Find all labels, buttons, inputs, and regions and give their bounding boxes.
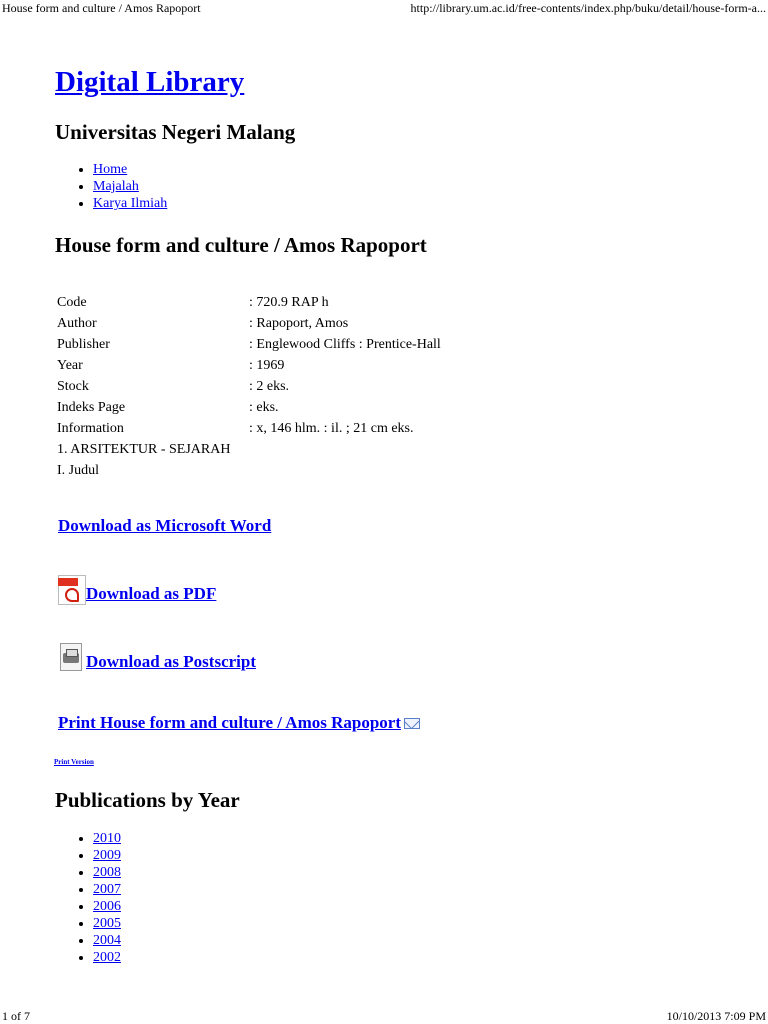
year-link[interactable]: 2007 [93, 882, 121, 897]
metadata-value: : eks. [249, 400, 279, 415]
print-book-link[interactable]: Print House form and culture / Amos Rapoport [58, 713, 401, 732]
download-pdf [58, 575, 216, 605]
metadata-value: : Rapoport, Amos [249, 316, 349, 331]
year-link[interactable]: 2009 [93, 848, 121, 863]
print-version-link[interactable]: Print Version [54, 758, 94, 766]
year-link[interactable]: 2006 [93, 899, 121, 914]
year-list [55, 830, 121, 966]
metadata-value: : 720.9 RAP h [249, 295, 329, 310]
metadata-value: : x, 146 hlm. : il. ; 21 cm eks. [249, 421, 414, 436]
list-item [93, 915, 121, 932]
metadata-value: : Englewood Cliffs : Prentice-Hall [249, 337, 441, 352]
nav-item [93, 195, 167, 212]
subject-row [55, 439, 441, 460]
main-nav [55, 161, 167, 212]
pdf-icon[interactable] [58, 575, 86, 605]
nav-link-majalah[interactable]: Majalah [93, 179, 139, 194]
download-postscript [58, 643, 256, 673]
metadata-row [55, 355, 441, 376]
year-link[interactable]: 2002 [93, 950, 121, 965]
metadata-key: Author [57, 316, 97, 331]
year-link[interactable]: 2010 [93, 831, 121, 846]
nav-link-karya-ilmiah[interactable]: Karya Ilmiah [93, 196, 168, 211]
list-item [93, 830, 121, 847]
publications-title: Publications by Year [55, 788, 240, 812]
year-link[interactable]: 2004 [93, 933, 121, 948]
metadata-key: Information [57, 421, 124, 436]
year-link[interactable]: 2005 [93, 916, 121, 931]
list-item [93, 949, 121, 966]
nav-item [93, 178, 167, 195]
book-title: House form and culture / Amos Rapoport [55, 233, 427, 257]
print-book [58, 712, 420, 734]
download-pdf-link[interactable]: Download as PDF [86, 584, 217, 603]
download-word-link[interactable]: Download as Microsoft Word [58, 516, 272, 535]
site-title-link[interactable]: Digital Library [55, 66, 245, 98]
metadata-value: : 2 eks. [249, 379, 290, 394]
metadata-row [55, 418, 441, 439]
printer-icon[interactable] [58, 643, 86, 673]
metadata-key: Publisher [57, 337, 110, 352]
year-link[interactable]: 2008 [93, 865, 121, 880]
metadata-key: Code [57, 295, 87, 310]
metadata-row [55, 292, 441, 313]
list-item [93, 932, 121, 949]
metadata-key: Indeks Page [57, 400, 126, 415]
list-item [93, 898, 121, 915]
print-footer-page: 1 of 7 [2, 1009, 30, 1023]
subject-row [55, 460, 441, 481]
download-word [58, 515, 271, 537]
site-subtitle: Universitas Negeri Malang [55, 120, 296, 144]
download-postscript-link[interactable]: Download as Postscript [86, 652, 257, 671]
print-header-title: House form and culture / Amos Rapoport [2, 1, 201, 15]
list-item [93, 881, 121, 898]
metadata-key: Year [57, 358, 83, 373]
print-header-url: http://library.um.ac.id/free-contents/index.php/buku/detail/house-form-a... [410, 1, 766, 15]
metadata-value: : 1969 [249, 358, 285, 373]
print-footer-datetime: 10/10/2013 7:09 PM [666, 1009, 766, 1023]
print-version [54, 758, 94, 767]
subject-entry: I. Judul [57, 463, 99, 478]
metadata-row [55, 397, 441, 418]
metadata-row [55, 376, 441, 397]
nav-link-home[interactable]: Home [93, 162, 128, 177]
mail-icon[interactable] [404, 718, 420, 729]
list-item [93, 864, 121, 881]
book-metadata-table [55, 292, 441, 481]
metadata-key: Stock [57, 379, 89, 394]
subject-entry: 1. ARSITEKTUR - SEJARAH [57, 442, 231, 457]
nav-item [93, 161, 167, 178]
site-title [55, 62, 244, 102]
metadata-row [55, 313, 441, 334]
list-item [93, 847, 121, 864]
metadata-row [55, 334, 441, 355]
